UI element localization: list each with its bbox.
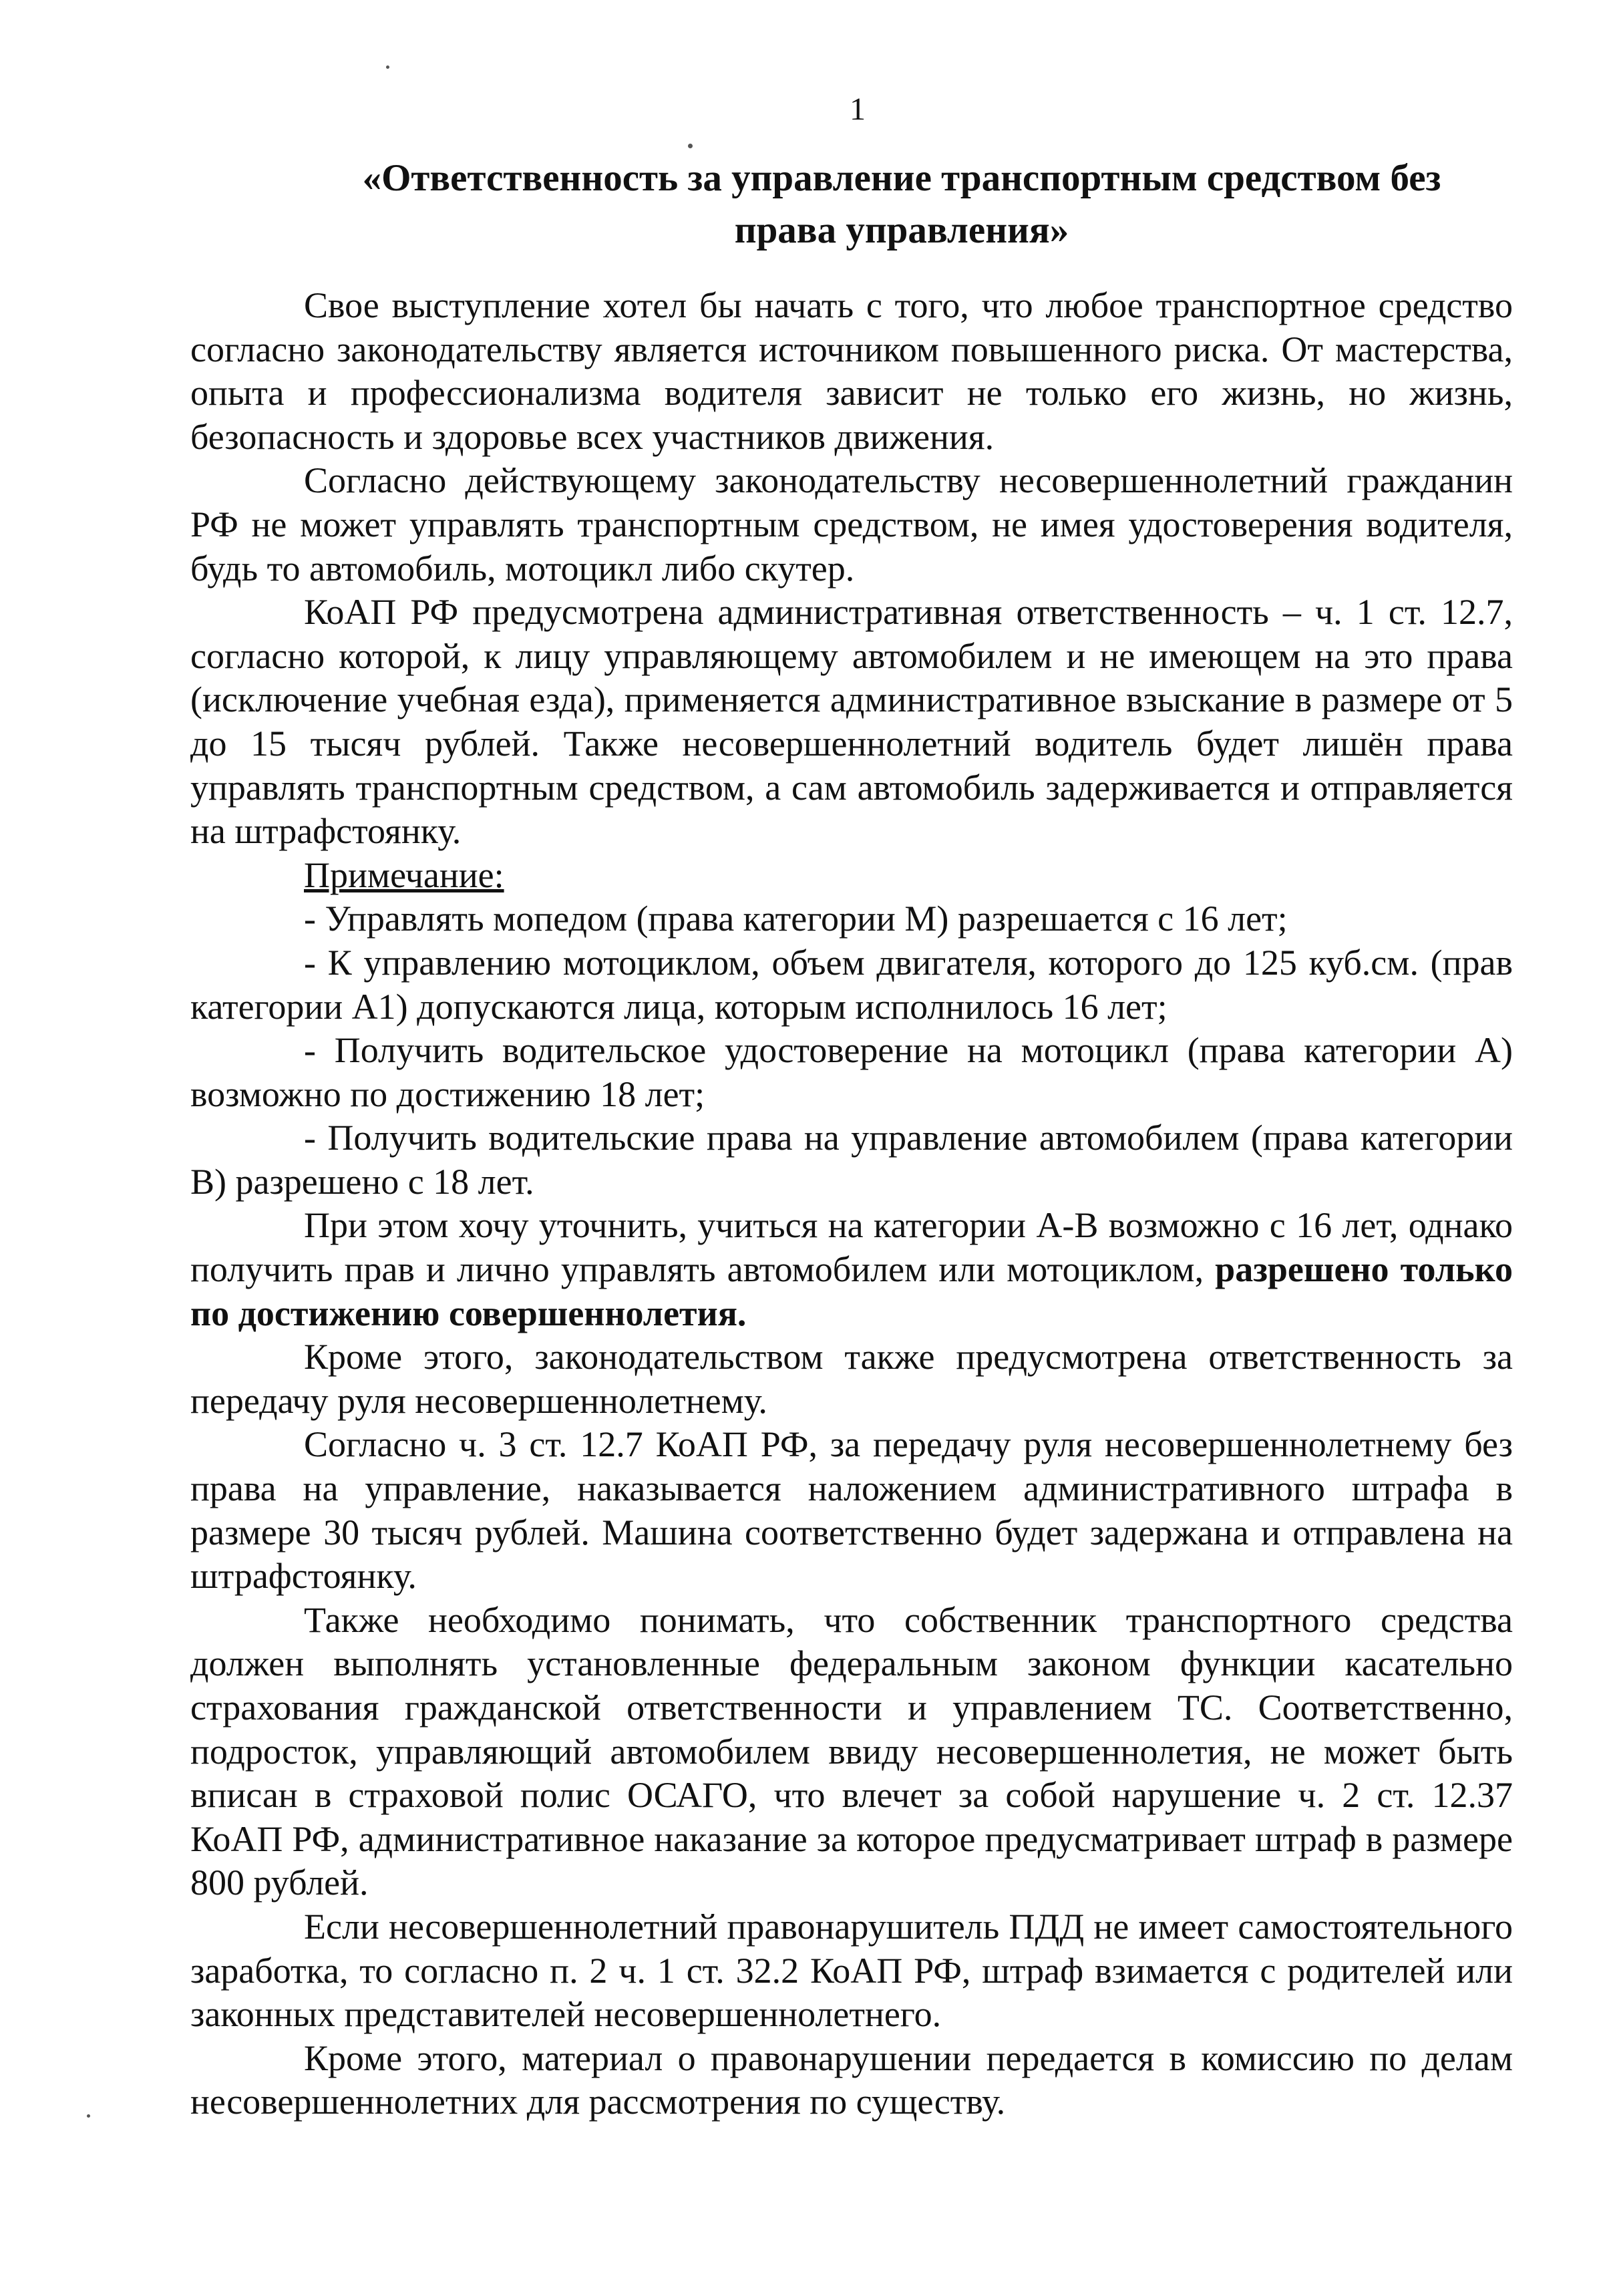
scan-speck [688,144,693,148]
paragraph: Кроме этого, материал о правонарушении передается в комиссию по делам несовершеннолетних для рассмотрения по существу. [190,2037,1513,2122]
clarification-text: При этом хочу уточнить, учиться на категории А-В возможно с 16 лет, однако получить прав и лично управлять автомобилем или мотоциклом, [190,1205,1513,1290]
paragraph: Также необходимо понимать, что собственник транспортного средства должен выполнять установленные федеральным законом функции касательно страхования гражданской ответственности и управлением ТС. Соответственно, подросток, управляющий автомобилем ввиду несовершеннолетия, не может быть вписан в страховой полис ОСАГО, что влечет за собой нарушение ч. 2 ст. 12.37 КоАП РФ, административное наказание за которое предусматривает штраф в размере 800 рублей. [190,1599,1513,1903]
title-line-2: права управления» [734,209,1069,251]
paragraph: КоАП РФ предусмотрена административная ответственность – ч. 1 ст. 12.7, согласно которой, к лицу управляющему автомобилем и не имеющем на это права (исключение учебная езда), применяется административное взыскание в размере от 5 до 15 тысяч рублей. Также несовершеннолетний водитель будет лишён права управлять транспортным средством, а сам автомобиль задерживается и отправляется на штрафстоянку. [190,592,1513,852]
paragraph: Согласно действующему законодательству несовершеннолетний гражданин РФ не может управлять транспортным средством, не имея удостоверения водителя, будь то автомобиль, мотоцикл либо скутер. [190,460,1513,589]
scan-speck [87,2114,90,2118]
paragraph: Кроме этого, законодательством также предусмотрена ответственность за передачу руля несовершеннолетнему. [190,1337,1513,1421]
note-heading: Примечание: [304,854,504,895]
paragraph: Согласно ч. 3 ст. 12.7 КоАП РФ, за передачу руля несовершеннолетнему без права на управление, наказывается наложением административного штрафа в размере 30 тысяч рублей. Машина соответственно будет задержана и отправлена на штрафстоянку. [190,1424,1513,1597]
note-item: - Получить водительское удостоверение на мотоцикл (права категории А) возможно по достижению 18 лет; [190,1030,1513,1114]
note-item: - Получить водительские права на управление автомобилем (права категории В) разрешено с 18 лет. [190,1118,1513,1202]
paragraph: Свое выступление хотел бы начать с того, что любое транспортное средство согласно законодательству является источником повышенного риска. От мастерства, опыта и профессионализма водителя зависит не только его жизнь, но жизнь, безопасность и здоровье всех участников движения. [190,285,1513,457]
note-item: - К управлению мотоциклом, объем двигателя, которого до 125 куб.см. (прав категории А1) допускаются лица, которым исполнилось 16 лет; [190,942,1513,1027]
title-line-1: «Ответственность за управление транспортным средством без [362,157,1441,199]
note-item: - Управлять мопедом (права категории М) разрешается с 16 лет; [304,898,1288,939]
paragraph: Если несовершеннолетний правонарушитель ПДД не имеет самостоятельного заработка, то согласно п. 2 ч. 1 ст. 32.2 КоАП РФ, штраф взимается с родителей или законных представителей несовершеннолетнего. [190,1906,1513,2035]
clarification-paragraph [190,1204,1513,1335]
clarification-bold: разрешено только по достижению совершеннолетия. [190,1249,1513,1333]
document-title [321,152,1483,257]
page-number: 1 [850,92,866,127]
document-body [190,284,1513,2124]
scan-speck [386,65,389,69]
